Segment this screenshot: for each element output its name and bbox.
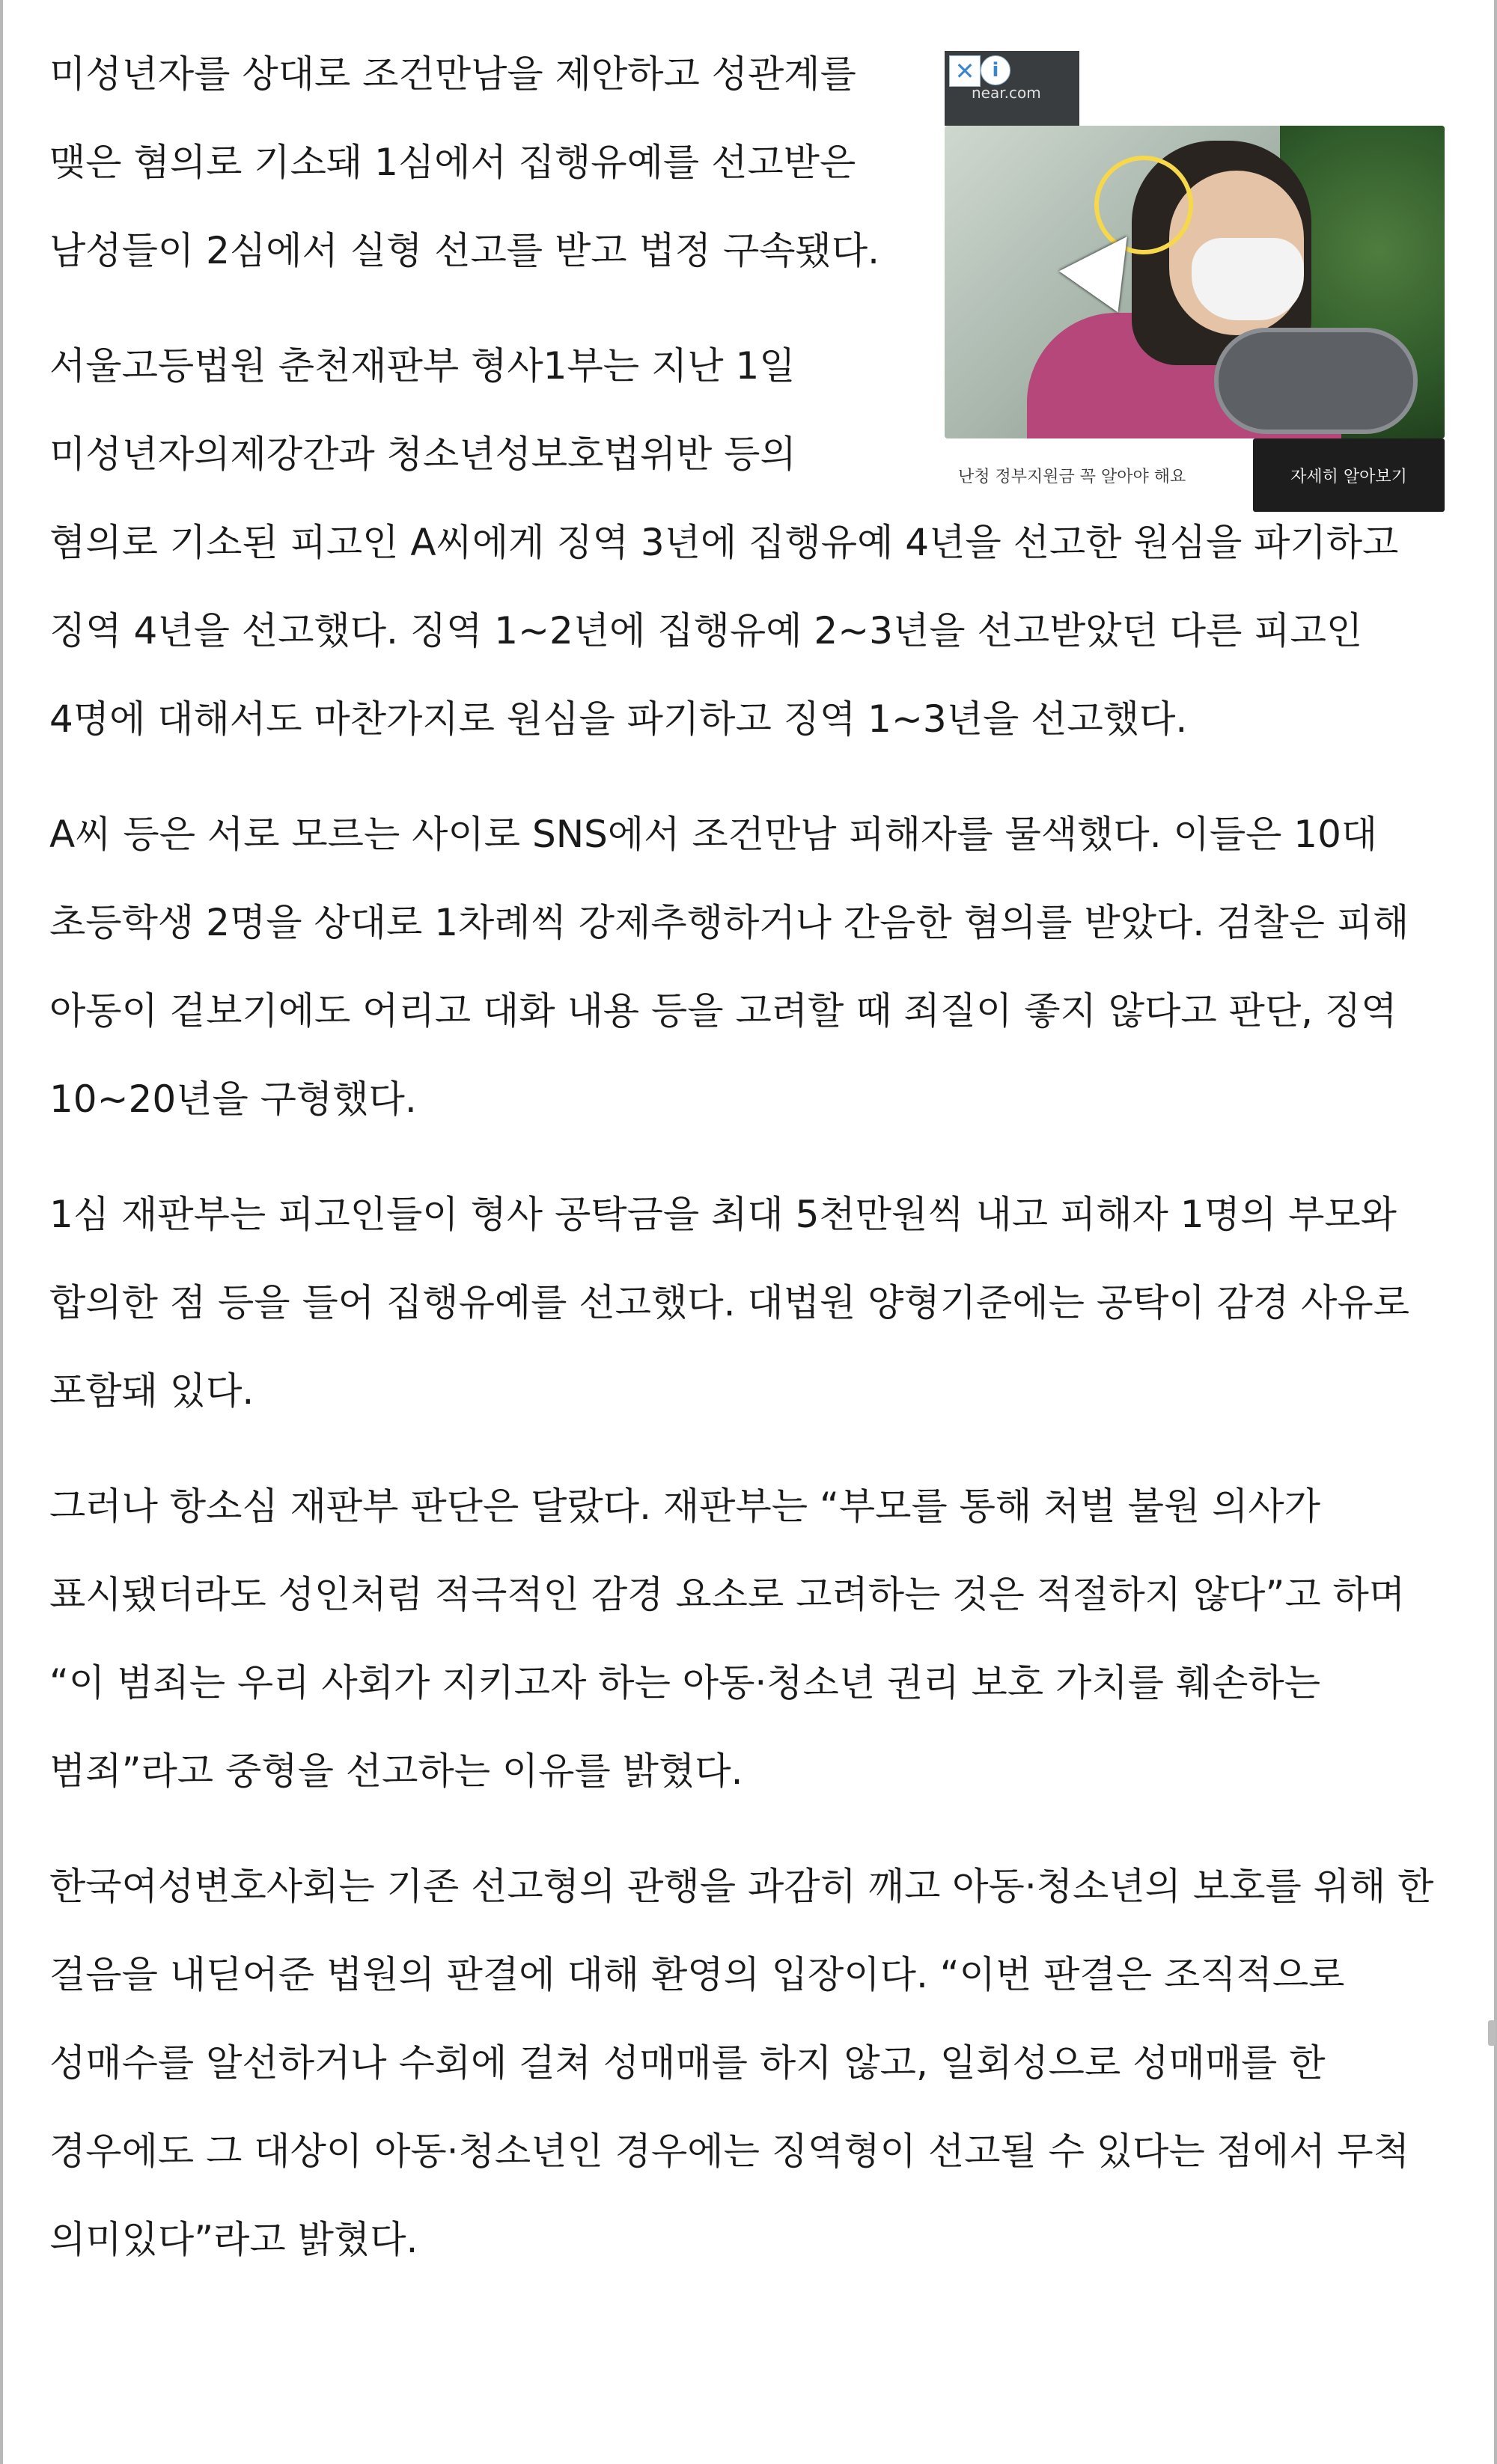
article-paragraph: 서울고등법원 춘천재판부 형사1부는 지난 1일 미성년자의제강간과 청소년성보호법위반 등의 혐의로 기소된 피고인 A씨에게 징역 3년에 집행유예 4년을 선고한 원심을 파기하고 징역 4년을 선고했다. 징역 1~2년에 집행유예 2~3년을 선고받았던 다른 피고인 4명에 대해서도 마찬가지로 원심을 파기하고 징역 1~3년을 선고했다. [49,344,1399,741]
page-border-right [1494,0,1497,2464]
scrollbar-thumb[interactable] [1488,2020,1496,2046]
article-paragraph: A씨 등은 서로 모르는 사이로 SNS에서 조건만남 피해자를 물색했다. 이들은 10대 초등학생 2명을 상대로 1차례씩 강제추행하거나 간음한 혐의를 받았다. 검찰은 피해 아동이 겉보기에도 어리고 대화 내용 등을 고려할 때 죄질이 좋지 않다고 판단, 징역 10~20년을 구형했다. [49,813,1409,1121]
article-paragraph: 그러나 항소심 재판부 판단은 달랐다. 재판부는 “부모를 통해 처벌 불원 의사가 표시됐더라도 성인처럼 적극적인 감경 요소로 고려하는 것은 적절하지 않다”고 하며 “이 범죄는 우리 사회가 지키고자 하는 아동·청소년 권리 보호 가치를 훼손하는 범죄”라고 중형을 선고하는 이유를 밝혔다. [49,1485,1406,1793]
article-paragraph: 1심 재판부는 피고인들이 형사 공탁금을 최대 5천만원씩 내고 피해자 1명의 부모와 합의한 점 등을 들어 집행유예를 선고했다. 대법원 양형기준에는 공탁이 감경 사유로 포함돼 있다. [49,1193,1410,1413]
article-paragraph: 미성년자를 상대로 조건만남을 제안하고 성관계를 맺은 혐의로 기소돼 1심에서 집행유예를 선고받은 남성들이 2심에서 실형 선고를 받고 법정 구속됐다. [49,52,880,272]
article-body [49,30,1449,2311]
ad-brand-text: near.com [972,84,1041,102]
article-paragraph: 한국여성변호사회는 기존 선고형의 관행을 과감히 깨고 아동·청소년의 보호를 위해 한 걸음을 내딛어준 법원의 판결에 대해 환영의 입장이다. “이번 판결은 조직적으로 성매수를 알선하거나 수회에 걸쳐 성매매를 하지 않고, 일회성으로 성매매를 한 경우에도 그 대상이 아동·청소년인 경우에는 징역형이 선고될 수 있다는 점에서 무척 의미있다”라고 밝혔다. [49,1865,1434,2261]
close-icon[interactable]: ✕ [949,55,981,87]
page-border-left [0,0,3,2464]
info-icon[interactable]: i [981,55,1010,85]
ad-caption: 난청 정부지원금 꼭 알아야 해요 [958,467,1186,486]
ad-cta-button[interactable]: 자세히 알아보기 [1253,438,1445,512]
